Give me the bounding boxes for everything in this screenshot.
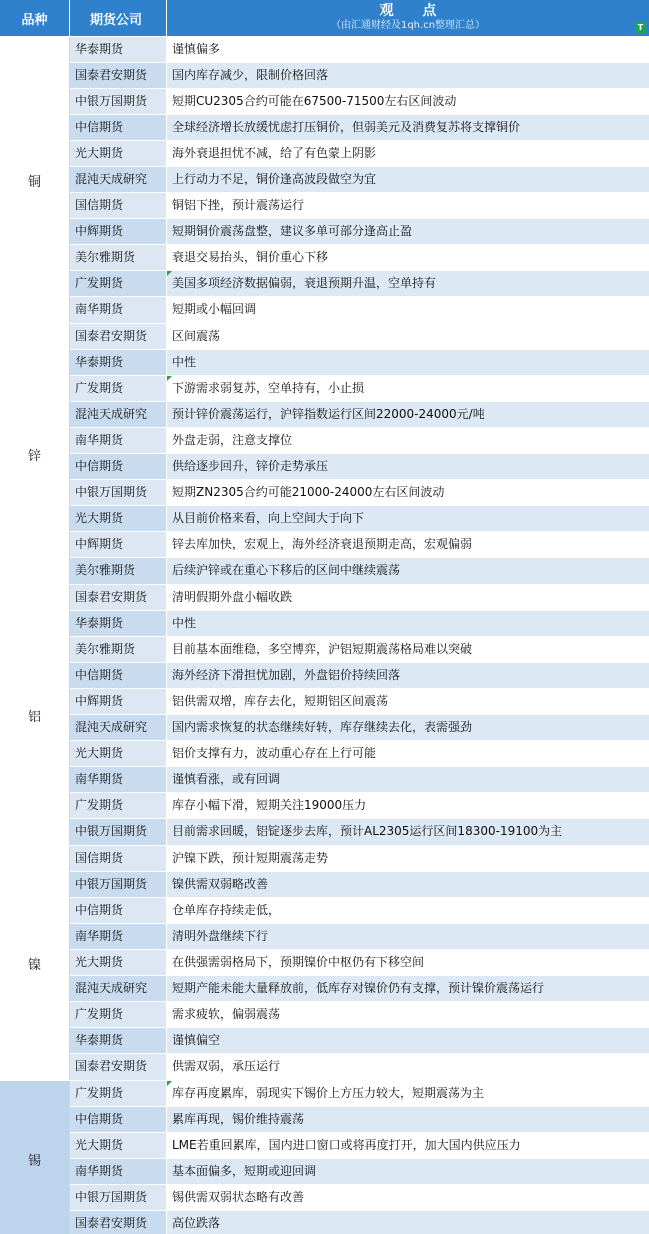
company-cell: 光大期货 — [70, 1133, 167, 1158]
company-cell: 中银万国期货 — [70, 480, 167, 505]
table-row — [70, 193, 649, 219]
table-row — [70, 115, 649, 141]
view-cell: 短期ZN2305合约可能21000-24000左右区间波动 — [167, 480, 649, 505]
table-row — [70, 402, 649, 428]
table-row — [70, 924, 649, 950]
table-row — [70, 1002, 649, 1028]
table-row — [70, 872, 649, 898]
company-cell: 中信期货 — [70, 1107, 167, 1132]
company-cell: 广发期货 — [70, 376, 167, 401]
table-row — [70, 558, 649, 584]
company-cell: 中辉期货 — [70, 689, 167, 714]
table-row — [70, 454, 649, 480]
company-cell: 南华期货 — [70, 428, 167, 453]
company-cell: 混沌天成研究 — [70, 715, 167, 740]
table-row — [70, 689, 649, 715]
view-cell: 区间震荡 — [167, 324, 649, 349]
company-cell: 光大期货 — [70, 950, 167, 975]
view-cell: 短期或小幅回调 — [167, 297, 649, 323]
table-row — [70, 506, 649, 532]
table-row — [70, 1028, 649, 1054]
company-cell: 美尔雅期货 — [70, 558, 167, 584]
header-view-subtitle: （由汇通财经及1qh.cn整理汇总） — [330, 20, 486, 31]
header-view — [167, 0, 649, 36]
table-row — [70, 324, 649, 350]
company-cell: 国泰君安期货 — [70, 63, 167, 88]
t-badge-icon: T — [635, 22, 646, 33]
view-cell: 海外经济下滑担忧加剧，外盘铝价持续回落 — [167, 663, 649, 688]
header-variety: 品种 — [0, 0, 70, 36]
view-cell: 短期CU2305合约可能在67500-71500左右区间波动 — [167, 89, 649, 114]
view-cell: 清明外盘继续下行 — [167, 924, 649, 949]
table-header — [0, 0, 649, 37]
company-cell: 美尔雅期货 — [70, 637, 167, 662]
view-cell: 国内库存减少，限制价格回落 — [167, 63, 649, 88]
company-cell: 华泰期货 — [70, 1028, 167, 1053]
company-cell: 华泰期货 — [70, 611, 167, 636]
table-row — [70, 297, 649, 323]
table-row — [70, 1211, 649, 1234]
group-name: 铜 — [0, 37, 70, 323]
view-cell: 库存再度累库，弱现实下锡价上方压力较大，短期震荡为主 — [167, 1081, 649, 1106]
table-row — [70, 846, 649, 872]
table-row — [70, 1107, 649, 1133]
view-cell: 谨慎偏空 — [167, 1028, 649, 1053]
table-row — [70, 271, 649, 297]
view-cell: 锡供需双弱状态略有改善 — [167, 1185, 649, 1210]
table-row — [70, 245, 649, 271]
table-row — [70, 663, 649, 689]
view-cell: 仓单库存持续走低， — [167, 898, 649, 923]
table-row — [70, 428, 649, 454]
group-nickel — [0, 846, 649, 1081]
view-cell: 高位跌落 — [167, 1211, 649, 1234]
view-cell: 后续沪锌或在重心下移后的区间中继续震荡 — [167, 558, 649, 584]
company-cell: 中辉期货 — [70, 219, 167, 244]
view-cell: 从目前价格来看，向上空间大于向下 — [167, 506, 649, 531]
view-cell: 中性 — [167, 350, 649, 375]
group-aluminum — [0, 585, 649, 846]
table-row — [70, 1185, 649, 1211]
company-cell: 中信期货 — [70, 115, 167, 140]
view-cell: 外盘走弱，注意支撑位 — [167, 428, 649, 453]
view-cell: 累库再现，锡价维持震荡 — [167, 1107, 649, 1132]
company-cell: 光大期货 — [70, 141, 167, 166]
view-cell: LME若重回累库，国内进口窗口或将再度打开，加大国内供应压力 — [167, 1133, 649, 1158]
table-row — [70, 37, 649, 63]
group-tin — [0, 1081, 649, 1234]
view-cell: 上行动力不足，铜价逢高波段做空为宜 — [167, 167, 649, 192]
table-row — [70, 793, 649, 819]
header-view-title: 观 点 — [379, 3, 449, 19]
view-cell: 衰退交易抬头，铜价重心下移 — [167, 245, 649, 270]
view-cell: 清明假期外盘小幅收跌 — [167, 585, 649, 610]
table-row — [70, 585, 649, 611]
view-cell: 海外衰退担忧不减，给了有色蒙上阴影 — [167, 141, 649, 166]
company-cell: 南华期货 — [70, 297, 167, 323]
company-cell: 中银万国期货 — [70, 819, 167, 845]
view-cell: 基本面偏多，短期或迎回调 — [167, 1159, 649, 1184]
table-row — [70, 141, 649, 167]
table-row — [70, 1159, 649, 1185]
company-cell: 南华期货 — [70, 924, 167, 949]
company-cell: 广发期货 — [70, 1002, 167, 1027]
table-row — [70, 532, 649, 558]
view-cell: 全球经济增长放缓忧虑打压铜价，但弱美元及消费复苏将支撑铜价 — [167, 115, 649, 140]
company-cell: 中信期货 — [70, 898, 167, 923]
view-cell: 铝价支撑有力，波动重心存在上行可能 — [167, 741, 649, 766]
company-cell: 国泰君安期货 — [70, 1054, 167, 1080]
table-row — [70, 480, 649, 506]
view-cell: 谨慎看涨，或有回调 — [167, 767, 649, 792]
view-cell: 中性 — [167, 611, 649, 636]
view-cell: 美国多项经济数据偏弱，衰退预期升温，空单持有 — [167, 271, 649, 296]
company-cell: 国泰君安期货 — [70, 324, 167, 349]
company-cell: 混沌天成研究 — [70, 976, 167, 1001]
company-cell: 南华期货 — [70, 1159, 167, 1184]
table-row — [70, 1081, 649, 1107]
company-cell: 广发期货 — [70, 271, 167, 296]
company-cell: 混沌天成研究 — [70, 402, 167, 427]
view-cell: 沪镍下跌，预计短期震荡走势 — [167, 846, 649, 871]
company-cell: 国泰君安期货 — [70, 585, 167, 610]
company-cell: 中辉期货 — [70, 532, 167, 557]
view-cell: 谨慎偏多 — [167, 37, 649, 62]
group-zinc — [0, 324, 649, 585]
company-cell: 南华期货 — [70, 767, 167, 792]
table-row — [70, 89, 649, 115]
company-cell: 中信期货 — [70, 454, 167, 479]
table-row — [70, 350, 649, 376]
company-cell: 广发期货 — [70, 1081, 167, 1106]
company-cell: 中银万国期货 — [70, 89, 167, 114]
view-cell: 锌去库加快，宏观上，海外经济衰退预期走高，宏观偏弱 — [167, 532, 649, 557]
view-cell: 在供强需弱格局下，预期镍价中枢仍有下移空间 — [167, 950, 649, 975]
view-cell: 铝供需双增，库存去化，短期铝区间震荡 — [167, 689, 649, 714]
table-row — [70, 1054, 649, 1080]
table-row — [70, 376, 649, 402]
view-cell: 供需双弱，承压运行 — [167, 1054, 649, 1080]
table-row — [70, 976, 649, 1002]
view-cell: 短期产能未能大量释放前，低库存对镍价仍有支撑，预计镍价震荡运行 — [167, 976, 649, 1001]
company-cell: 美尔雅期货 — [70, 245, 167, 270]
company-cell: 混沌天成研究 — [70, 167, 167, 192]
table-row — [70, 611, 649, 637]
group-copper — [0, 37, 649, 324]
company-cell: 华泰期货 — [70, 350, 167, 375]
company-cell: 光大期货 — [70, 506, 167, 531]
view-cell: 目前需求回暖，铝锭逐步去库，预计AL2305运行区间18300-19100为主 — [167, 819, 649, 845]
view-cell: 镍供需双弱略改善 — [167, 872, 649, 897]
table-row — [70, 219, 649, 245]
company-cell: 华泰期货 — [70, 37, 167, 62]
table-row — [70, 767, 649, 793]
view-cell: 短期铜价震荡盘整，建议多单可部分逢高止盈 — [167, 219, 649, 244]
group-name: 铝 — [0, 585, 70, 845]
company-cell: 广发期货 — [70, 793, 167, 818]
view-cell: 国内需求恢复的状态继续好转，库存继续去化，表需强劲 — [167, 715, 649, 740]
group-name: 锡 — [0, 1081, 70, 1234]
company-cell: 国信期货 — [70, 846, 167, 871]
group-name: 镍 — [0, 846, 70, 1080]
view-cell: 目前基本面维稳，多空博弈，沪铝短期震荡格局难以突破 — [167, 637, 649, 662]
group-name: 锌 — [0, 324, 70, 584]
view-cell: 供给逐步回升，锌价走势承压 — [167, 454, 649, 479]
table-row — [70, 167, 649, 193]
table-row — [70, 950, 649, 976]
company-cell: 中银万国期货 — [70, 872, 167, 897]
table-row — [70, 1133, 649, 1159]
company-cell: 国信期货 — [70, 193, 167, 218]
company-cell: 中银万国期货 — [70, 1185, 167, 1210]
header-company: 期货公司 — [70, 0, 167, 36]
view-cell: 预计锌价震荡运行，沪锌指数运行区间22000-24000元/吨 — [167, 402, 649, 427]
table-row — [70, 637, 649, 663]
company-cell: 光大期货 — [70, 741, 167, 766]
table-row — [70, 819, 649, 845]
table-row — [70, 741, 649, 767]
table-row — [70, 898, 649, 924]
table-row — [70, 715, 649, 741]
table-row — [70, 63, 649, 89]
company-cell: 中信期货 — [70, 663, 167, 688]
view-cell: 库存小幅下滑，短期关注19000压力 — [167, 793, 649, 818]
view-cell: 铜铝下挫，预计震荡运行 — [167, 193, 649, 218]
view-cell: 下游需求弱复苏，空单持有，小止损 — [167, 376, 649, 401]
view-cell: 需求疲软，偏弱震荡 — [167, 1002, 649, 1027]
company-cell: 国泰君安期货 — [70, 1211, 167, 1234]
